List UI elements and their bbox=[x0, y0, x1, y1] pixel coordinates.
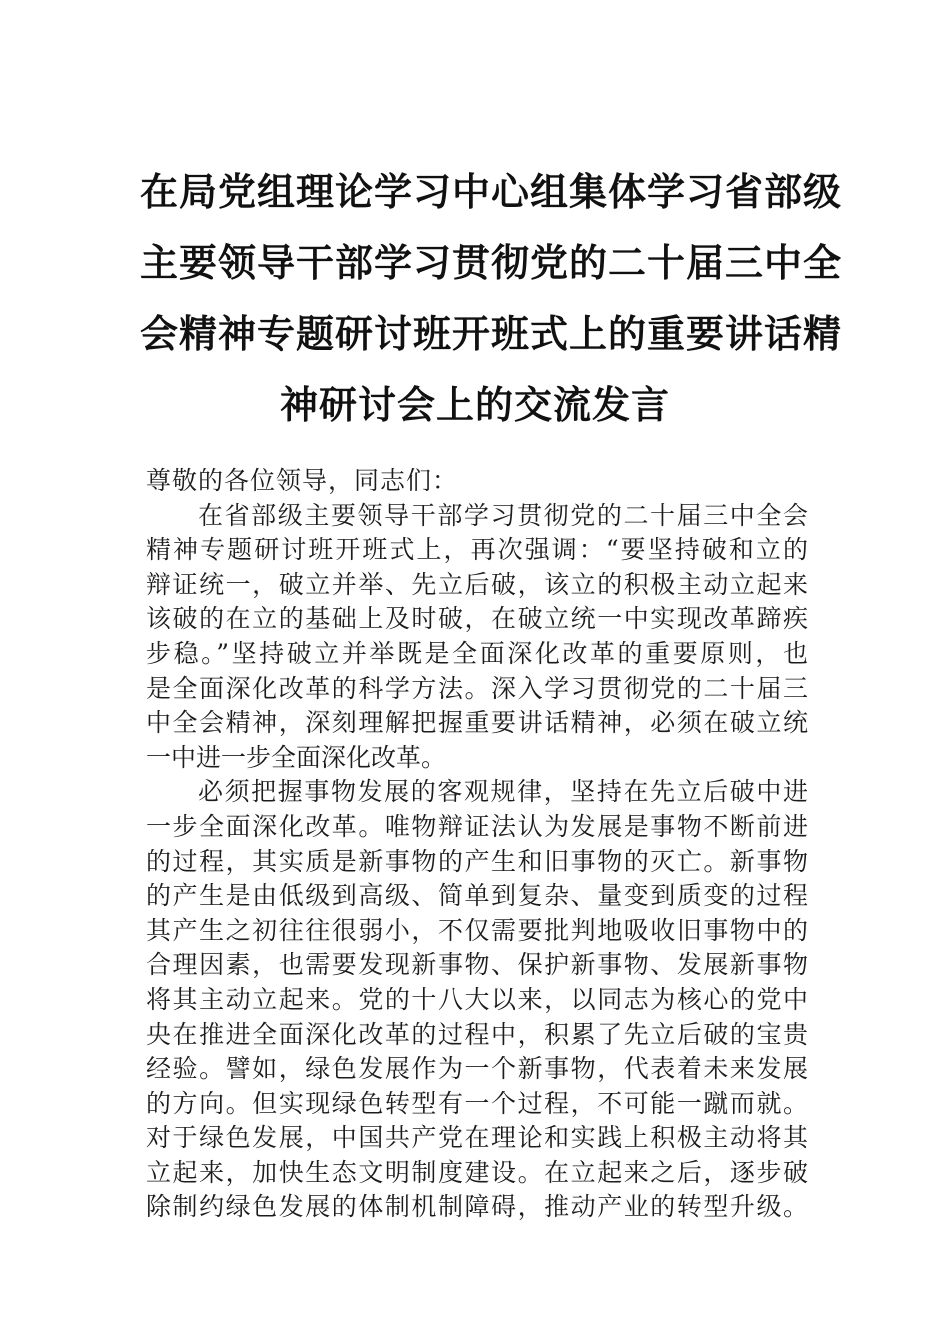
salutation: 尊敬的各位领导，同志们： bbox=[146, 466, 459, 495]
paragraph-line: 对于绿色发展，中国共产党在理论和实践上积极主动将其 bbox=[146, 1123, 808, 1153]
paragraph-line: 一中进一步全面深化改革。 bbox=[146, 742, 447, 772]
paragraph-line: 步稳。”坚持破立并举既是全面深化改革的重要原则，也 bbox=[146, 638, 808, 668]
paragraph-2 bbox=[146, 775, 808, 1225]
paragraph-line: 除制约绿色发展的体制机制障碍，推动产业的转型升级。 bbox=[146, 1192, 808, 1222]
paragraph-line: 经验。譬如，绿色发展作为一个新事物，代表着未来发展 bbox=[146, 1054, 808, 1084]
paragraph-line: 辩证统一，破立并举、先立后破，该立的积极主动立起来 bbox=[146, 569, 808, 599]
paragraph-line: 合理因素，也需要发现新事物、保护新事物、发展新事物 bbox=[146, 950, 808, 980]
title-line: 主要领导干部学习贯彻党的二十届三中全 bbox=[140, 240, 843, 285]
paragraph-line: 是全面深化改革的科学方法。深入学习贯彻党的二十届三 bbox=[146, 673, 808, 703]
title-line: 神研讨会上的交流发言 bbox=[279, 382, 670, 427]
paragraph-line: 必须把握事物发展的客观规律，坚持在先立后破中进 bbox=[198, 777, 808, 807]
paragraph-line: 的方向。但实现绿色转型有一个过程，不可能一蹴而就。 bbox=[146, 1088, 808, 1118]
title-line: 在局党组理论学习中心组集体学习省部级 bbox=[140, 169, 843, 214]
paragraph-line: 央在推进全面深化改革的过程中，积累了先立后破的宝贵 bbox=[146, 1019, 808, 1049]
document-body bbox=[146, 464, 808, 1225]
paragraph-line: 的过程，其实质是新事物的产生和旧事物的灭亡。新事物 bbox=[146, 846, 808, 876]
paragraph-line: 其产生之初往往很弱小，不仅需要批判地吸收旧事物中的 bbox=[146, 915, 808, 945]
paragraph-line: 在省部级主要领导干部学习贯彻党的二十届三中全会 bbox=[198, 500, 808, 530]
paragraph-1 bbox=[146, 499, 808, 776]
paragraph-line: 精神专题研讨班开班式上，再次强调：“要坚持破和立的 bbox=[146, 535, 808, 565]
paragraph-line: 立起来，加快生态文明制度建设。在立起来之后，逐步破 bbox=[146, 1157, 808, 1187]
title-line: 会精神专题研讨班开班式上的重要讲话精 bbox=[140, 311, 843, 356]
paragraph-line: 将其主动立起来。党的十八大以来，以同志为核心的党中 bbox=[146, 984, 808, 1014]
paragraph-line: 的产生是由低级到高级、简单到复杂、量变到质变的过程 bbox=[146, 881, 808, 911]
paragraph-line: 一步全面深化改革。唯物辩证法认为发展是事物不断前进 bbox=[146, 811, 808, 841]
paragraph-line: 该破的在立的基础上及时破，在破立统一中实现改革蹄疾 bbox=[146, 604, 808, 634]
document-title bbox=[140, 156, 843, 440]
paragraph-line: 中全会精神，深刻理解把握重要讲话精神，必须在破立统 bbox=[146, 708, 808, 738]
